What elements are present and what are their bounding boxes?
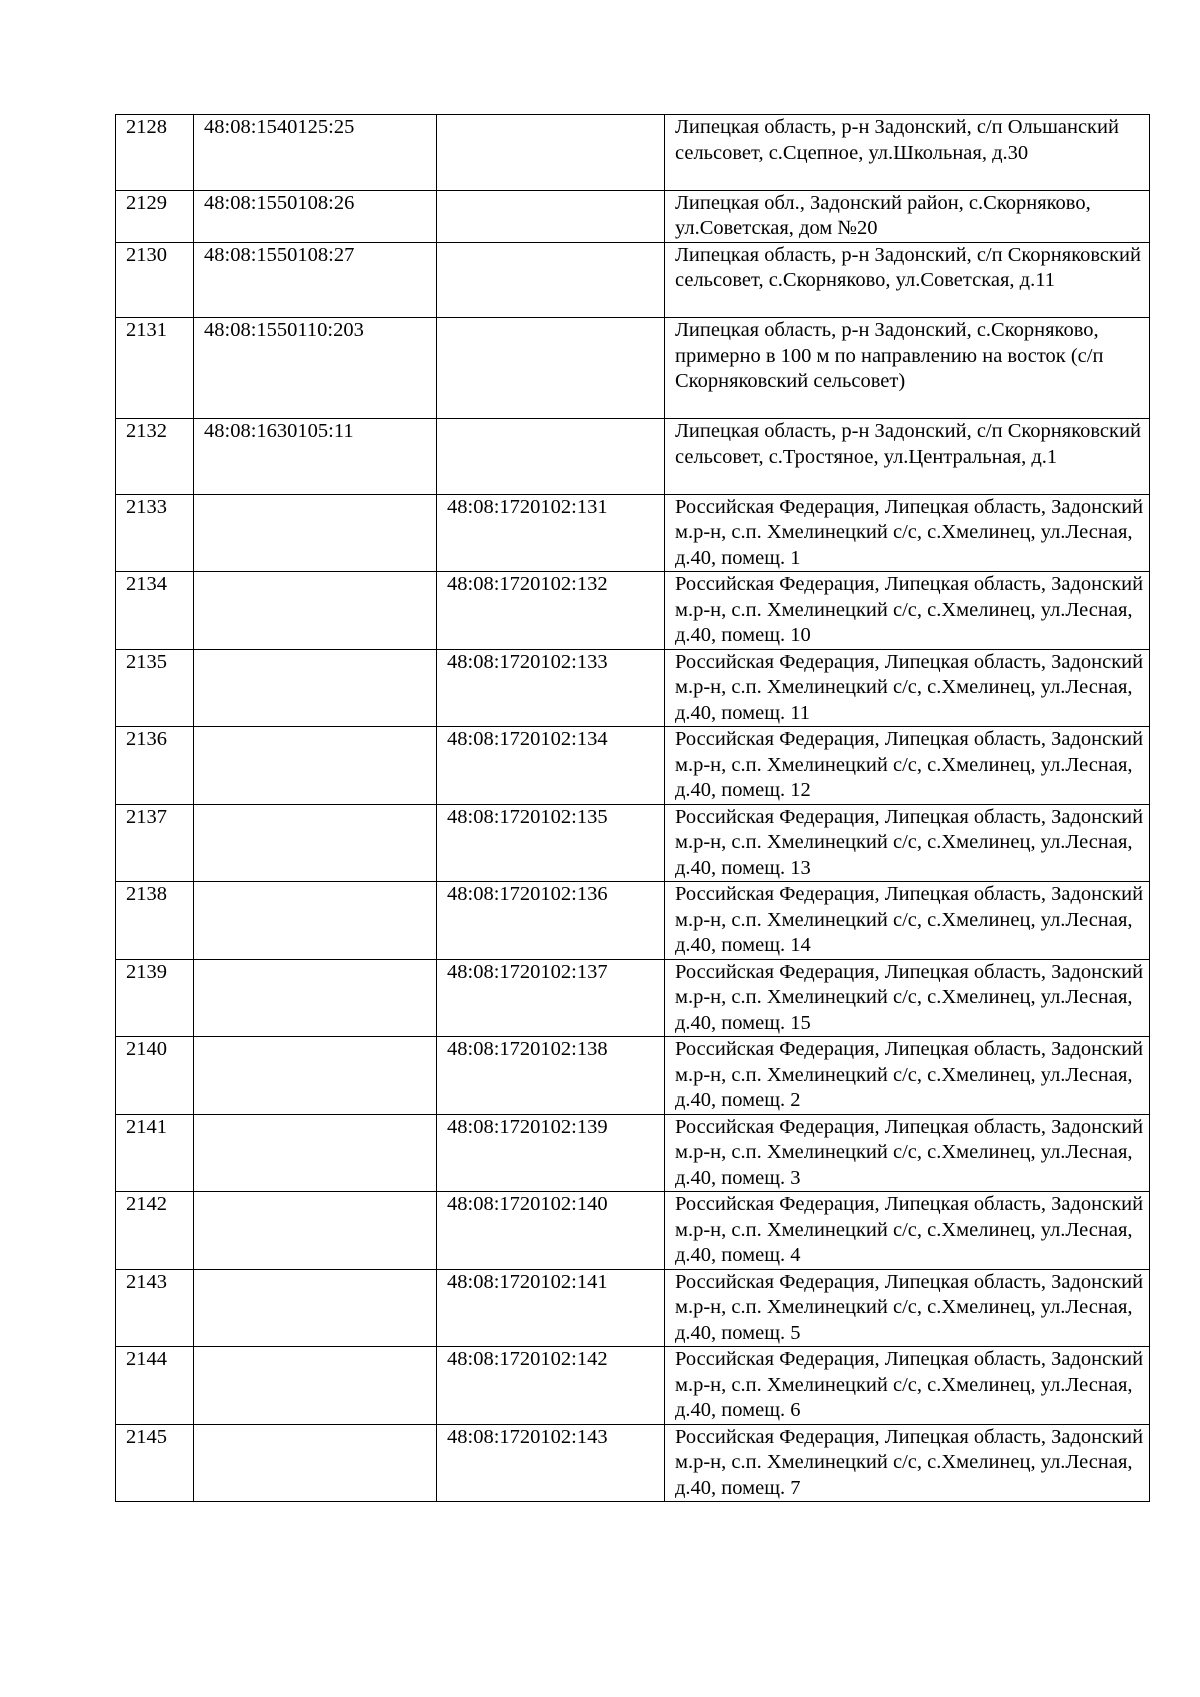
registry-table-body	[116, 115, 1150, 1502]
land-cadastral-number-cell: 48:08:1550108:26	[194, 190, 437, 242]
premise-cadastral-number-cell	[437, 242, 665, 318]
table-row	[116, 804, 1150, 882]
premise-cadastral-number-cell	[437, 190, 665, 242]
address-cell: Российская Федерация, Липецкая область, Задонский м.р-н, с.п. Хмелинецкий с/с, с.Хмелинец, ул.Лесная, д.40, помещ. 2	[665, 1037, 1150, 1115]
land-cadastral-number-cell	[194, 1347, 437, 1425]
land-cadastral-number-cell	[194, 494, 437, 572]
address-cell: Российская Федерация, Липецкая область, Задонский м.р-н, с.п. Хмелинецкий с/с, с.Хмелинец, ул.Лесная, д.40, помещ. 13	[665, 804, 1150, 882]
row-number-cell: 2141	[116, 1114, 194, 1192]
land-cadastral-number-cell: 48:08:1630105:11	[194, 419, 437, 495]
land-cadastral-number-cell	[194, 649, 437, 727]
table-row	[116, 1114, 1150, 1192]
premise-cadastral-number-cell	[437, 318, 665, 419]
row-number-cell: 2136	[116, 727, 194, 805]
premise-cadastral-number-cell	[437, 419, 665, 495]
table-row	[116, 1347, 1150, 1425]
land-cadastral-number-cell	[194, 1114, 437, 1192]
address-cell: Российская Федерация, Липецкая область, Задонский м.р-н, с.п. Хмелинецкий с/с, с.Хмелинец, ул.Лесная, д.40, помещ. 10	[665, 572, 1150, 650]
land-cadastral-number-cell: 48:08:1550108:27	[194, 242, 437, 318]
premise-cadastral-number-cell: 48:08:1720102:135	[437, 804, 665, 882]
table-row	[116, 190, 1150, 242]
row-number-cell: 2138	[116, 882, 194, 960]
land-cadastral-number-cell	[194, 1037, 437, 1115]
row-number-cell: 2142	[116, 1192, 194, 1270]
row-number-cell: 2129	[116, 190, 194, 242]
address-cell: Российская Федерация, Липецкая область, Задонский м.р-н, с.п. Хмелинецкий с/с, с.Хмелинец, ул.Лесная, д.40, помещ. 12	[665, 727, 1150, 805]
land-cadastral-number-cell: 48:08:1550110:203	[194, 318, 437, 419]
table-row	[116, 242, 1150, 318]
table-row	[116, 959, 1150, 1037]
premise-cadastral-number-cell: 48:08:1720102:134	[437, 727, 665, 805]
table-row	[116, 419, 1150, 495]
land-cadastral-number-cell	[194, 959, 437, 1037]
premise-cadastral-number-cell: 48:08:1720102:139	[437, 1114, 665, 1192]
land-cadastral-number-cell	[194, 1269, 437, 1347]
premise-cadastral-number-cell: 48:08:1720102:137	[437, 959, 665, 1037]
property-registry-table	[115, 114, 1150, 1502]
row-number-cell: 2143	[116, 1269, 194, 1347]
premise-cadastral-number-cell: 48:08:1720102:143	[437, 1424, 665, 1502]
address-cell: Липецкая область, р-н Задонский, с.Скорняково, примерно в 100 м по направлению на восток (с/п Скорняковский сельсовет)	[665, 318, 1150, 419]
premise-cadastral-number-cell: 48:08:1720102:136	[437, 882, 665, 960]
land-cadastral-number-cell	[194, 727, 437, 805]
land-cadastral-number-cell	[194, 882, 437, 960]
address-cell: Липецкая обл., Задонский район, с.Скорняково, ул.Советская, дом №20	[665, 190, 1150, 242]
table-row	[116, 1269, 1150, 1347]
premise-cadastral-number-cell: 48:08:1720102:138	[437, 1037, 665, 1115]
address-cell: Российская Федерация, Липецкая область, Задонский м.р-н, с.п. Хмелинецкий с/с, с.Хмелинец, ул.Лесная, д.40, помещ. 3	[665, 1114, 1150, 1192]
row-number-cell: 2139	[116, 959, 194, 1037]
premise-cadastral-number-cell: 48:08:1720102:131	[437, 494, 665, 572]
row-number-cell: 2140	[116, 1037, 194, 1115]
table-row	[116, 572, 1150, 650]
address-cell: Липецкая область, р-н Задонский, с/п Скорняковский сельсовет, с.Тростяное, ул.Центральная, д.1	[665, 419, 1150, 495]
land-cadastral-number-cell	[194, 572, 437, 650]
row-number-cell: 2144	[116, 1347, 194, 1425]
address-cell: Российская Федерация, Липецкая область, Задонский м.р-н, с.п. Хмелинецкий с/с, с.Хмелинец, ул.Лесная, д.40, помещ. 14	[665, 882, 1150, 960]
address-cell: Российская Федерация, Липецкая область, Задонский м.р-н, с.п. Хмелинецкий с/с, с.Хмелинец, ул.Лесная, д.40, помещ. 7	[665, 1424, 1150, 1502]
address-cell: Российская Федерация, Липецкая область, Задонский м.р-н, с.п. Хмелинецкий с/с, с.Хмелинец, ул.Лесная, д.40, помещ. 15	[665, 959, 1150, 1037]
table-row	[116, 494, 1150, 572]
premise-cadastral-number-cell: 48:08:1720102:141	[437, 1269, 665, 1347]
address-cell: Липецкая область, р-н Задонский, с/п Ольшанский сельсовет, с.Сцепное, ул.Школьная, д.30	[665, 115, 1150, 191]
table-row	[116, 1037, 1150, 1115]
address-cell: Российская Федерация, Липецкая область, Задонский м.р-н, с.п. Хмелинецкий с/с, с.Хмелинец, ул.Лесная, д.40, помещ. 5	[665, 1269, 1150, 1347]
premise-cadastral-number-cell: 48:08:1720102:142	[437, 1347, 665, 1425]
table-row	[116, 1192, 1150, 1270]
row-number-cell: 2135	[116, 649, 194, 727]
table-row	[116, 727, 1150, 805]
row-number-cell: 2130	[116, 242, 194, 318]
table-row	[116, 318, 1150, 419]
land-cadastral-number-cell	[194, 1424, 437, 1502]
premise-cadastral-number-cell: 48:08:1720102:132	[437, 572, 665, 650]
row-number-cell: 2137	[116, 804, 194, 882]
address-cell: Российская Федерация, Липецкая область, Задонский м.р-н, с.п. Хмелинецкий с/с, с.Хмелинец, ул.Лесная, д.40, помещ. 11	[665, 649, 1150, 727]
row-number-cell: 2145	[116, 1424, 194, 1502]
premise-cadastral-number-cell	[437, 115, 665, 191]
row-number-cell: 2128	[116, 115, 194, 191]
row-number-cell: 2131	[116, 318, 194, 419]
table-row	[116, 882, 1150, 960]
premise-cadastral-number-cell: 48:08:1720102:133	[437, 649, 665, 727]
address-cell: Российская Федерация, Липецкая область, Задонский м.р-н, с.п. Хмелинецкий с/с, с.Хмелинец, ул.Лесная, д.40, помещ. 1	[665, 494, 1150, 572]
row-number-cell: 2133	[116, 494, 194, 572]
premise-cadastral-number-cell: 48:08:1720102:140	[437, 1192, 665, 1270]
table-row	[116, 649, 1150, 727]
land-cadastral-number-cell: 48:08:1540125:25	[194, 115, 437, 191]
address-cell: Российская Федерация, Липецкая область, Задонский м.р-н, с.п. Хмелинецкий с/с, с.Хмелинец, ул.Лесная, д.40, помещ. 6	[665, 1347, 1150, 1425]
table-row	[116, 1424, 1150, 1502]
address-cell: Липецкая область, р-н Задонский, с/п Скорняковский сельсовет, с.Скорняково, ул.Советская, д.11	[665, 242, 1150, 318]
row-number-cell: 2134	[116, 572, 194, 650]
address-cell: Российская Федерация, Липецкая область, Задонский м.р-н, с.п. Хмелинецкий с/с, с.Хмелинец, ул.Лесная, д.40, помещ. 4	[665, 1192, 1150, 1270]
land-cadastral-number-cell	[194, 1192, 437, 1270]
row-number-cell: 2132	[116, 419, 194, 495]
land-cadastral-number-cell	[194, 804, 437, 882]
table-row	[116, 115, 1150, 191]
